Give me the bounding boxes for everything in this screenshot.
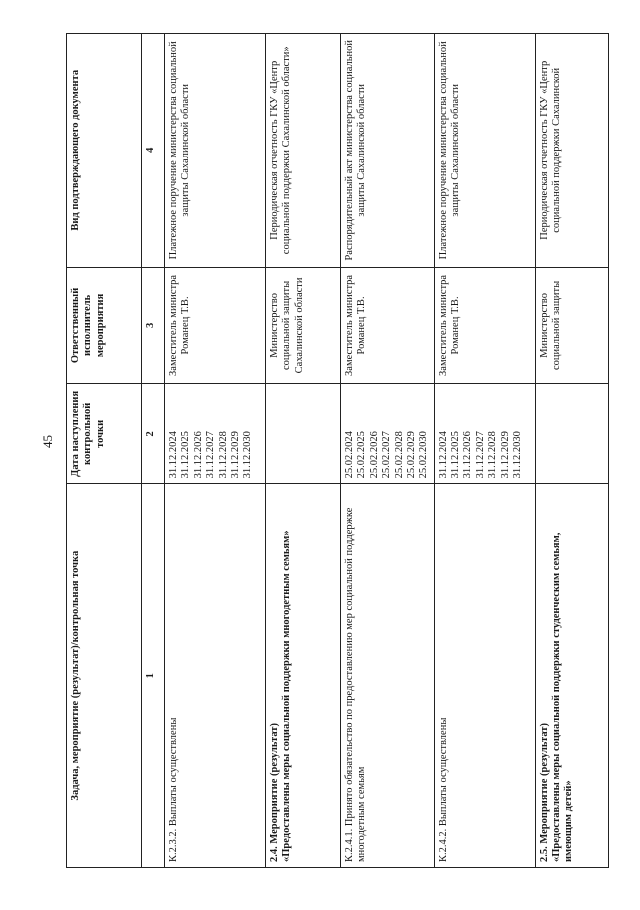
document-cell: Распорядительный акт министерства социальной защиты Сахалинской области xyxy=(341,34,435,268)
date-value: 31.12.2029 xyxy=(229,431,241,479)
header-document: Вид подтверждающего документа xyxy=(67,34,142,268)
task-cell: К.2.3.2. Выплаты осуществлены xyxy=(165,484,266,868)
task-cell: К.2.4.2. Выплаты осуществлены xyxy=(434,484,535,868)
executor-cell: Заместитель министра Романец Т.В. xyxy=(341,267,435,384)
column-number: 2 xyxy=(142,384,165,484)
date-value: 25.02.2027 xyxy=(381,431,393,479)
date-value: 31.12.2025 xyxy=(180,431,192,479)
date-value: 25.02.2026 xyxy=(368,431,380,479)
page-number: 45 xyxy=(40,435,55,448)
activity-description: «Предоставлены меры социальной поддержки студенческим семьям, имеющим детей» xyxy=(551,532,575,862)
table-row xyxy=(535,34,608,868)
table-header-row xyxy=(67,34,142,868)
date-value: 31.12.2028 xyxy=(217,431,229,479)
date-value: 31.12.2024 xyxy=(437,431,449,479)
date-value: 31.12.2027 xyxy=(205,431,217,479)
column-number-row xyxy=(142,34,165,868)
header-task: Задача, мероприятие (результат)/контрольная точка xyxy=(67,484,142,868)
date-value: 31.12.2024 xyxy=(168,431,179,479)
dates-cell xyxy=(266,384,341,484)
dates-cell xyxy=(535,384,608,484)
date-value: 31.12.2026 xyxy=(192,431,204,479)
date-value: 31.12.2030 xyxy=(511,431,523,479)
column-number: 4 xyxy=(142,34,165,268)
executor-cell: Заместитель министра Романец Т.В. xyxy=(434,267,535,384)
date-value: 31.12.2025 xyxy=(450,431,461,479)
dates-cell xyxy=(341,384,435,484)
executor-cell: Министерство социальной защиты Сахалинской области xyxy=(266,267,341,384)
date-value: 31.12.2028 xyxy=(487,431,499,479)
date-value: 31.12.2027 xyxy=(474,431,486,479)
date-value: 25.02.2028 xyxy=(393,431,405,479)
executor-cell: Заместитель министра Романец Т.В. xyxy=(165,267,266,384)
date-value: 31.12.2026 xyxy=(462,431,474,479)
dates-cell xyxy=(434,384,535,484)
date-value: 25.02.2030 xyxy=(418,431,430,479)
activity-description: «Предоставлены меры социальной поддержки многодетным семьям» xyxy=(281,530,293,862)
header-date: Дата наступления контрольной точки xyxy=(67,384,142,484)
document-cell: Периодическая отчетность ГКУ «Центр социальной поддержки Сахалинской области» xyxy=(266,34,341,268)
column-number: 3 xyxy=(142,267,165,384)
control-points-table xyxy=(66,33,609,868)
activity-title: 2.5. Мероприятие (результат) xyxy=(538,723,550,862)
header-executor: Ответственный исполнитель мероприятия xyxy=(67,267,142,384)
table-row xyxy=(434,34,535,868)
document-cell: Периодическая отчетность ГКУ «Центр социальной поддержки Сахалинской xyxy=(535,34,608,268)
table-row xyxy=(266,34,341,868)
executor-cell: Министерство социальной защиты xyxy=(535,267,608,384)
date-value: 31.12.2030 xyxy=(242,431,254,479)
dates-cell xyxy=(165,384,266,484)
task-cell: К.2.4.1. Принято обязательство по предоставлению мер социальной поддержке многодетным семьям xyxy=(341,484,435,868)
activity-title: 2.4. Мероприятие (результат) xyxy=(269,723,280,862)
date-value: 31.12.2029 xyxy=(499,431,511,479)
document-cell: Платежное поручение министерства социальной защиты Сахалинской области xyxy=(434,34,535,268)
column-number: 1 xyxy=(142,484,165,868)
document-cell: Платежное поручение министерства социальной защиты Сахалинской области xyxy=(165,34,266,268)
task-cell xyxy=(535,484,608,868)
table-row xyxy=(165,34,266,868)
date-value: 25.02.2025 xyxy=(356,431,368,479)
table-rotated-wrapper xyxy=(66,33,590,868)
table-row xyxy=(341,34,435,868)
task-cell xyxy=(266,484,341,868)
date-value: 25.02.2029 xyxy=(405,431,417,479)
date-value: 25.02.2024 xyxy=(344,431,355,479)
